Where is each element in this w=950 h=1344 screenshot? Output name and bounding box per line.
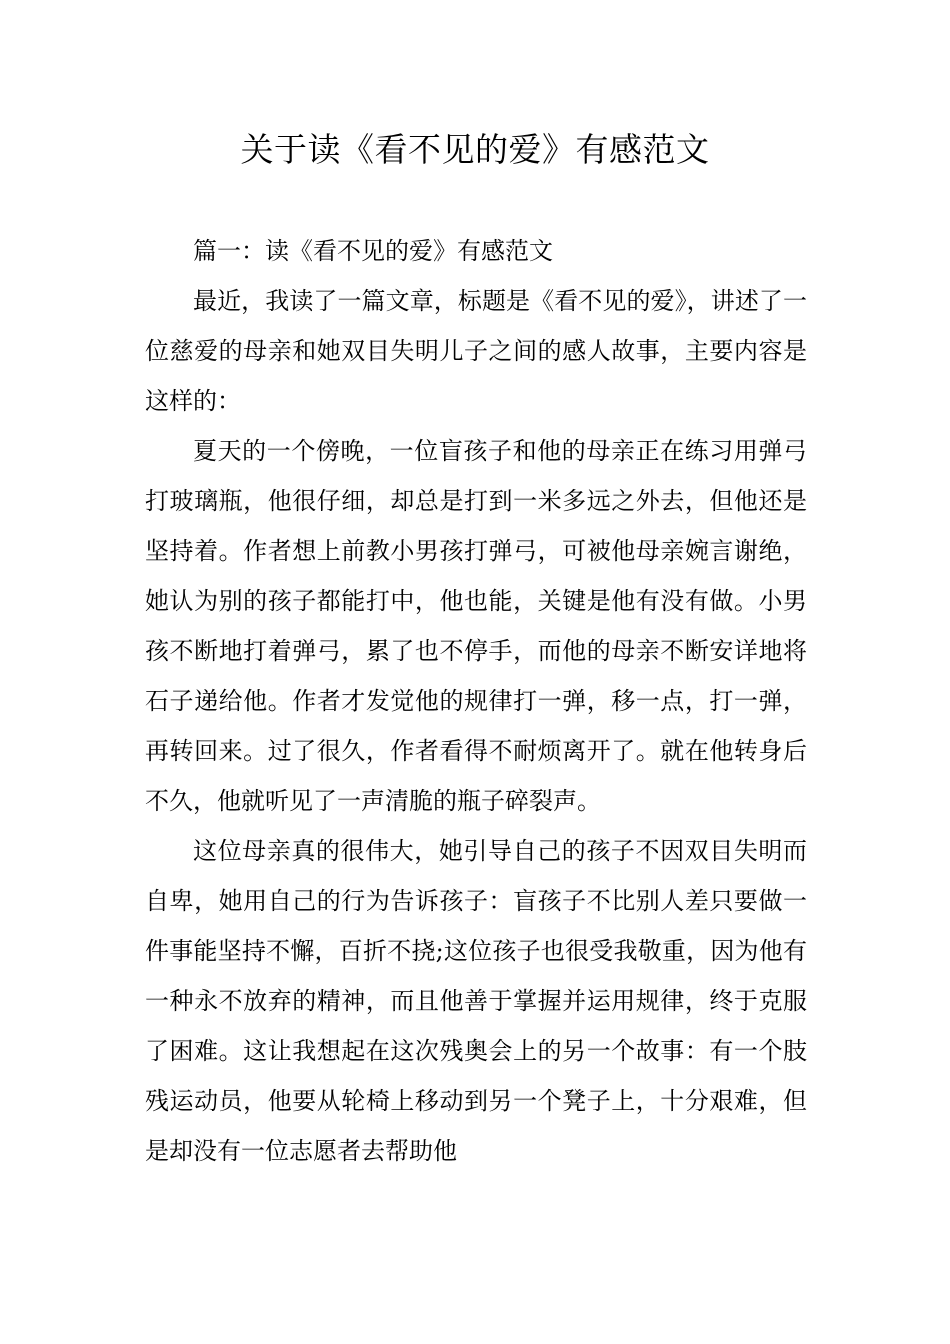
- section-heading: 篇一：读《看不见的爱》有感范文: [193, 237, 553, 265]
- paragraph: 这位母亲真的很伟大，她引导自己的孩子不因双目失明而自卑，她用自己的行为告诉孩子：盲孩子不比别人差只要做一件事能坚持不懈，百折不挠;这位孩子也很受我敬重，因为他有一种永不放弃的精神，而且他善于掌握并运用规律，终于克服了困难。这让我想起在这次残奥会上的另一个故事：有一个肢残运动员，他要从轮椅上移动到另一个凳子上，十分艰难，但是却没有一位志愿者去帮助他: [145, 837, 807, 1165]
- document-body: [145, 226, 807, 1176]
- paragraph: 夏天的一个傍晚，一位盲孩子和他的母亲正在练习用弹弓打玻璃瓶，他很仔细，却总是打到一米多远之外去，但他还是坚持着。作者想上前教小男孩打弹弓，可被他母亲婉言谢绝，她认为别的孩子都能打中，他也能，关键是他有没有做。小男孩不断地打着弹弓，累了也不停手，而他的母亲不断安详地将石子递给他。作者才发觉他的规律打一弹，移一点，打一弹，再转回来。过了很久，作者看得不耐烦离开了。就在他转身后不久，他就听见了一声清脆的瓶子碎裂声。: [145, 437, 807, 815]
- paragraph: 最近，我读了一篇文章，标题是《看不见的爱》，讲述了一位慈爱的母亲和她双目失明儿子之间的感人故事，主要内容是这样的：: [145, 287, 807, 415]
- document-title: 关于读《看不见的爱》有感范文: [240, 130, 710, 169]
